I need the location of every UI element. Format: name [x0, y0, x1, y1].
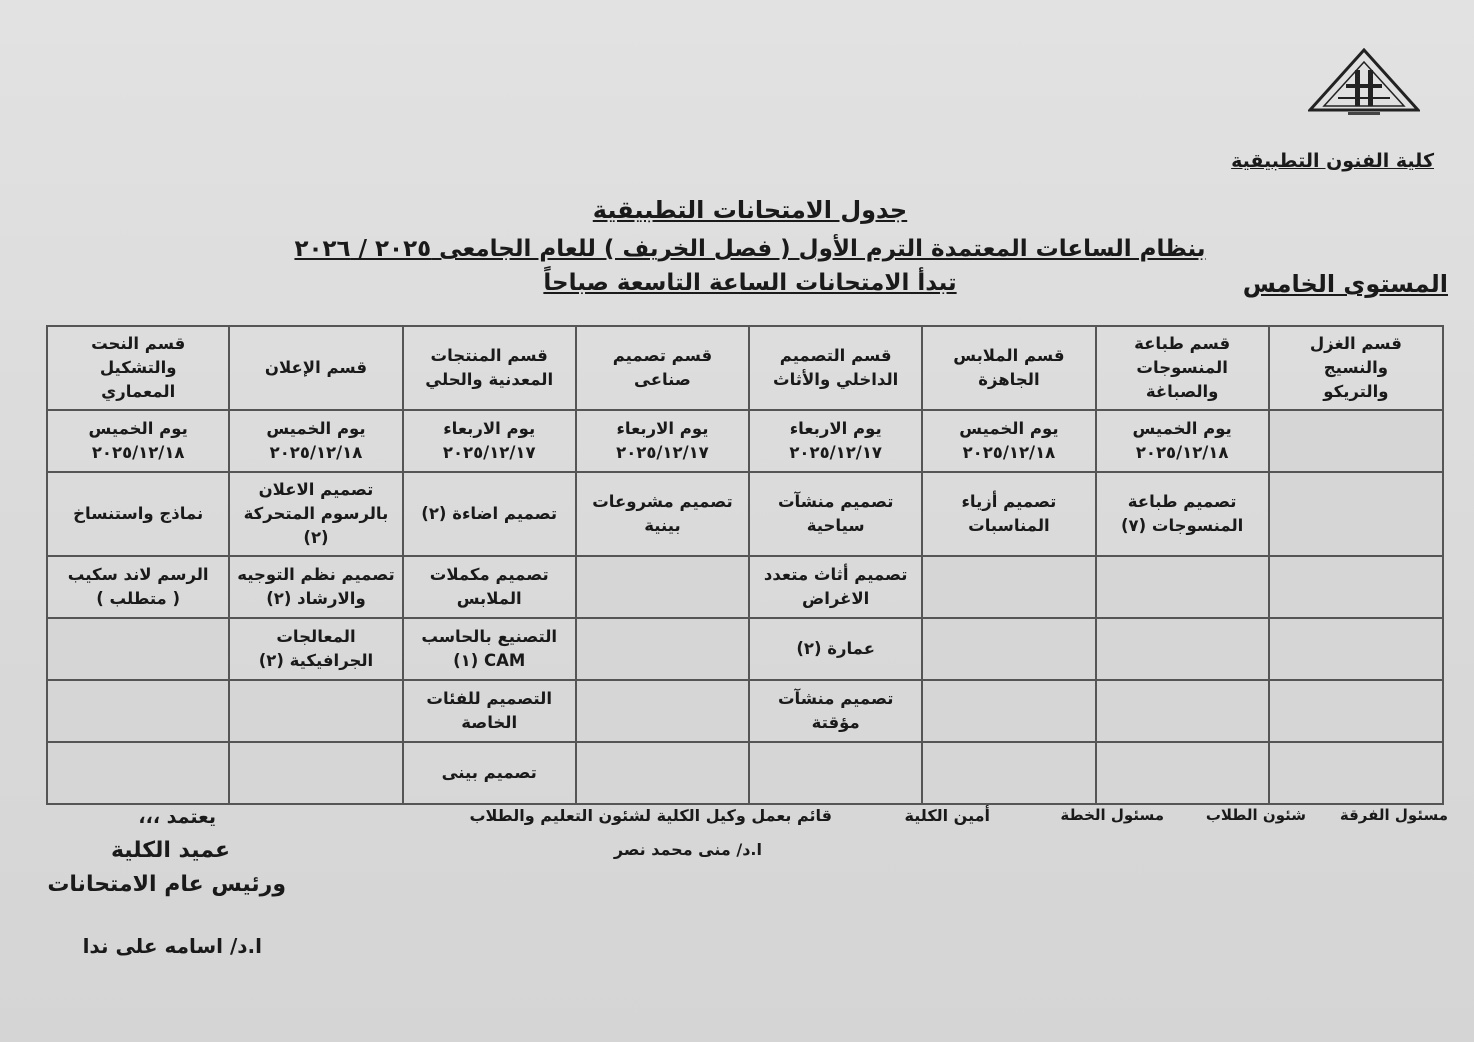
course-cell — [749, 742, 922, 804]
course-cell — [1096, 680, 1269, 742]
cell-text: (٢) — [303, 527, 329, 547]
course-cell — [1269, 742, 1443, 804]
course-cell — [403, 618, 576, 680]
university-logo-icon — [1308, 48, 1420, 124]
course-cell — [749, 618, 922, 680]
course-cell — [1096, 618, 1269, 680]
cell-text: تصميم أثاث متعدد — [763, 565, 908, 585]
cell-text: ٢٠٢٥/١٢/١٨ — [269, 443, 363, 462]
dean-title: عميد الكلية — [110, 838, 230, 863]
exam-date-cell — [749, 410, 922, 472]
plan-officer-signature: مسئول الخطة — [1060, 806, 1164, 824]
cell-text: تصميم اضاءة (٢) — [421, 504, 558, 524]
course-cell — [1269, 680, 1443, 742]
cell-text: المعماري — [101, 381, 176, 401]
cell-text: تصميم منشآت — [777, 492, 894, 512]
table-row — [47, 742, 1443, 804]
course-cell — [749, 680, 922, 742]
cell-text: يوم الخميس — [266, 419, 366, 439]
exam-schedule-table — [46, 325, 1444, 805]
department-header-cell — [229, 326, 402, 410]
cell-text: الرسم لاند سكيب — [67, 565, 209, 585]
level-label: المستوى الخامس — [1242, 270, 1448, 298]
cell-text: قسم طباعة — [1134, 334, 1231, 354]
cell-text: المناسبات — [968, 516, 1050, 535]
cell-text: والارشاد (٢) — [266, 589, 366, 608]
cell-text: الداخلي والأثاث — [773, 370, 899, 389]
course-cell — [1096, 556, 1269, 618]
cell-text: CAM (١) — [453, 651, 526, 670]
cell-text: المنسوجات — [1136, 358, 1228, 378]
college-name: كلية الفنون التطبيقية — [1231, 150, 1434, 172]
course-cell — [576, 618, 749, 680]
cell-text: تصميم بينى — [441, 763, 537, 783]
course-cell — [576, 742, 749, 804]
cell-text: قسم النحت والتشكيل — [91, 334, 186, 378]
course-cell — [749, 556, 922, 618]
exam-date-cell — [1096, 410, 1269, 472]
cell-text: المنسوجات (٧) — [1120, 516, 1244, 535]
cell-text: قسم المنتجات — [430, 346, 548, 366]
cell-text: سياحية — [806, 516, 865, 535]
cell-text: عمارة (٢) — [796, 639, 876, 659]
cell-text: الخاصة — [461, 713, 518, 732]
cell-text: قسم التصميم — [779, 346, 892, 366]
exam-date-cell — [1269, 410, 1443, 472]
department-header-cell — [403, 326, 576, 410]
course-cell — [922, 618, 1095, 680]
cell-text: قسم تصميم صناعى — [612, 346, 713, 389]
department-header-cell — [1269, 326, 1443, 410]
course-cell — [403, 680, 576, 742]
cell-text: يوم الخميس — [959, 419, 1059, 439]
date-row — [47, 410, 1443, 472]
cell-text: ٢٠٢٥/١٢/١٨ — [962, 443, 1056, 462]
department-header-cell — [749, 326, 922, 410]
vice-dean-name: ا.د/ منى محمد نصر — [613, 840, 762, 859]
cell-text: يوم الاربعاء — [443, 419, 536, 439]
cell-text: الملابس — [456, 589, 522, 608]
exam-date-cell — [576, 410, 749, 472]
exam-date-cell — [47, 410, 229, 472]
cell-text: يوم الخميس — [88, 419, 188, 439]
college-secretary-signature: أمين الكلية — [904, 806, 990, 825]
cell-text: تصميم أزياء — [961, 492, 1057, 512]
course-cell — [229, 618, 402, 680]
cell-text: التصميم للفئات — [426, 689, 553, 709]
header-row — [47, 326, 1443, 410]
department-header-cell — [1096, 326, 1269, 410]
cell-text: تصميم منشآت — [777, 689, 894, 709]
course-cell — [1269, 472, 1443, 556]
course-cell — [47, 618, 229, 680]
vice-dean-title: قائم بعمل وكيل الكلية لشئون التعليم والطلاب — [469, 806, 832, 825]
course-cell — [403, 472, 576, 556]
course-cell — [922, 680, 1095, 742]
page-subtitle: بنظام الساعات المعتمدة الترم الأول ( فصل الخريف ) للعام الجامعى ٢٠٢٥ / ٢٠٢٦ — [294, 236, 1206, 262]
exam-date-cell — [229, 410, 402, 472]
cell-text: ٢٠٢٥/١٢/١٧ — [442, 443, 536, 462]
start-time-note: تبدأ الامتحانات الساعة التاسعة صباحاً — [543, 270, 957, 296]
student-affairs-signature: شئون الطلاب — [1205, 806, 1306, 824]
cell-text: بينية — [644, 516, 681, 535]
cell-text: قسم الغزل والنسيج — [1309, 334, 1402, 378]
course-cell — [749, 472, 922, 556]
cell-text: نماذج واستنساخ — [73, 504, 204, 524]
course-cell — [1096, 472, 1269, 556]
cell-text: مؤقتة — [811, 713, 860, 732]
cell-text: ( متطلب ) — [96, 589, 181, 608]
cell-text: تصميم طباعة — [1127, 492, 1237, 512]
cell-text: المعدنية والحلي — [425, 370, 554, 389]
course-cell — [403, 742, 576, 804]
cell-text: المعالجات — [276, 627, 356, 647]
cell-text: ٢٠٢٥/١٢/١٧ — [616, 443, 709, 462]
table-row — [47, 556, 1443, 618]
course-cell — [1096, 742, 1269, 804]
exam-date-cell — [922, 410, 1095, 472]
course-cell — [576, 680, 749, 742]
course-cell — [576, 472, 749, 556]
cell-text: والصباغة — [1145, 381, 1219, 401]
class-officer-signature: مسئول الفرقة — [1339, 806, 1448, 824]
cell-text: تصميم مشروعات — [592, 492, 733, 512]
course-cell — [47, 742, 229, 804]
cell-text: يوم الاربعاء — [789, 419, 882, 439]
course-cell — [229, 742, 402, 804]
table-row — [47, 618, 1443, 680]
department-header-cell — [922, 326, 1095, 410]
course-cell — [229, 472, 402, 556]
course-cell — [922, 556, 1095, 618]
cell-text: والتريكو — [1323, 381, 1389, 401]
cell-text: تصميم مكملات — [429, 565, 549, 585]
course-cell — [229, 680, 402, 742]
cell-text: يوم الخميس — [1132, 419, 1232, 439]
course-cell — [1269, 618, 1443, 680]
cell-text: ٢٠٢٥/١٢/١٧ — [789, 443, 882, 462]
course-cell — [47, 556, 229, 618]
cell-text: قسم الإعلان — [264, 358, 368, 378]
course-cell — [47, 680, 229, 742]
cell-text: تصميم نظم التوجيه — [237, 565, 395, 585]
page-title: جدول الامتحانات التطبيقية — [592, 196, 908, 224]
department-header-cell — [47, 326, 229, 410]
approval-label: يعتمد ،،، — [138, 806, 216, 828]
course-cell — [922, 742, 1095, 804]
cell-text: بالرسوم المتحركة — [243, 504, 389, 524]
department-header-cell — [576, 326, 749, 410]
table-row — [47, 472, 1443, 556]
course-cell — [576, 556, 749, 618]
cell-text: ٢٠٢٥/١٢/١٨ — [91, 443, 185, 462]
exam-head-title: ورئيس عام الامتحانات — [47, 872, 286, 897]
cell-text: يوم الاربعاء — [616, 419, 709, 439]
cell-text: الجرافيكية (٢) — [258, 651, 374, 670]
cell-text: التصنيع بالحاسب — [421, 627, 558, 647]
cell-text: الجاهزة — [978, 370, 1040, 389]
course-cell — [47, 472, 229, 556]
cell-text: تصميم الاعلان — [258, 480, 374, 500]
exam-date-cell — [403, 410, 576, 472]
cell-text: ٢٠٢٥/١٢/١٨ — [1135, 443, 1229, 462]
table-row — [47, 680, 1443, 742]
course-cell — [1269, 556, 1443, 618]
cell-text: قسم الملابس — [953, 346, 1065, 366]
dean-name: ا.د/ اسامه على ندا — [82, 934, 262, 958]
course-cell — [403, 556, 576, 618]
course-cell — [229, 556, 402, 618]
cell-text: الاغراض — [802, 589, 870, 608]
course-cell — [922, 472, 1095, 556]
